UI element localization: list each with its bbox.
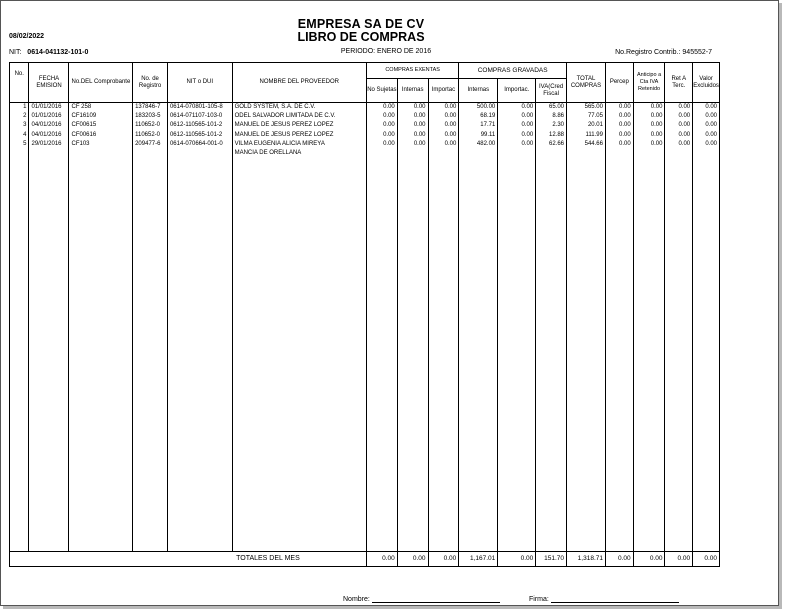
cell-nit: 0614-071107-103-0 — [167, 112, 232, 121]
cell-registro: 110652-0 — [133, 131, 168, 140]
total-ret: 0.00 — [665, 551, 693, 566]
cell-excluidos: 0.00 — [693, 112, 720, 121]
cell-gravadas-importac: 0.00 — [498, 131, 536, 140]
cell-comprobante: CF 258 — [69, 103, 133, 113]
cell-anticipo: 0.00 — [633, 103, 665, 113]
cell-excluidos: 0.00 — [693, 131, 720, 140]
total-anticipo: 0.00 — [633, 551, 665, 566]
header-gravadas-internas: Internas — [459, 79, 498, 103]
signature-name — [343, 595, 500, 603]
total-no-sujetas: 0.00 — [366, 551, 397, 566]
cell-comprobante: CF00615 — [69, 121, 133, 130]
total-exentas-importac: 0.00 — [428, 551, 459, 566]
cell-no: 1 — [10, 103, 29, 113]
cell-exentas-internas: 0.00 — [397, 112, 428, 121]
cell-percep: 0.00 — [605, 140, 633, 149]
cell-comprobante: CF103 — [69, 140, 133, 149]
cell-proveedor: MANUEL DE JESUS PEREZ LOPEZ — [232, 121, 366, 130]
cell-comprobante: CF16109 — [69, 112, 133, 121]
cell-no-sujetas: 0.00 — [366, 140, 397, 149]
cell-iva: 65.00 — [536, 103, 567, 113]
cell-gravadas-importac: 0.00 — [498, 121, 536, 130]
header-exentas-importac: Importac — [428, 79, 459, 103]
cell-nit: 0614-070664-001-0 — [167, 140, 232, 149]
cell-excluidos: 0.00 — [693, 140, 720, 149]
cell-no-sujetas: 0.00 — [366, 103, 397, 113]
total-percep: 0.00 — [605, 551, 633, 566]
table-row-continuation — [10, 149, 720, 158]
header-gravadas-importac: Importac. — [498, 79, 536, 103]
total-excluidos: 0.00 — [693, 551, 720, 566]
signature-firma — [529, 595, 679, 603]
nit-value: 0614-041132-101-0 — [27, 49, 89, 56]
cell-anticipo: 0.00 — [633, 131, 665, 140]
nombre-line — [372, 595, 500, 603]
cell-gravadas-importac: 0.00 — [498, 103, 536, 113]
cell-ret: 0.00 — [665, 103, 693, 113]
cell-fecha: 04/01/2016 — [29, 121, 69, 130]
cell-anticipo: 0.00 — [633, 121, 665, 130]
header-percep: Percep — [605, 63, 633, 103]
header-total: TOTAL COMPRAS — [567, 63, 606, 103]
header-comprobante: No.DEL Comprobante — [69, 63, 133, 103]
cell-gravadas-importac: 0.00 — [498, 140, 536, 149]
cell-percep: 0.00 — [605, 103, 633, 113]
cell-percep: 0.00 — [605, 121, 633, 130]
cell-ret: 0.00 — [665, 131, 693, 140]
cell-exentas-importac: 0.00 — [428, 112, 459, 121]
header-compras-exentas: COMPRAS EXENTAS — [366, 63, 458, 79]
cell-percep: 0.00 — [605, 131, 633, 140]
cell-gravadas-internas: 482.00 — [459, 140, 498, 149]
cell-total: 111.99 — [567, 131, 606, 140]
cell-nit: 0612-110565-101-2 — [167, 121, 232, 130]
cell-gravadas-importac: 0.00 — [498, 112, 536, 121]
firma-line — [551, 595, 679, 603]
cell-proveedor: GOLD SYSTEM, S.A. DE C.V. — [232, 103, 366, 113]
table-row — [10, 131, 720, 140]
total-gravadas-internas: 1,167.01 — [459, 551, 498, 566]
cell-gravadas-internas: 17.71 — [459, 121, 498, 130]
nit-label: NIT: — [9, 49, 22, 56]
cell-total: 77.05 — [567, 112, 606, 121]
table-row — [10, 112, 720, 121]
cell-iva: 12.88 — [536, 131, 567, 140]
total-compras: 1,318.71 — [567, 551, 606, 566]
cell-exentas-internas: 0.00 — [397, 140, 428, 149]
print-date: 08/02/2022 — [9, 33, 45, 40]
firma-label: Firma: — [529, 596, 549, 603]
purchases-table — [9, 62, 720, 567]
total-exentas-internas: 0.00 — [397, 551, 428, 566]
cell-ret: 0.00 — [665, 121, 693, 130]
cell-exentas-importac: 0.00 — [428, 103, 459, 113]
cell-proveedor: VILMA EUGENIA ALICIA MIREYA — [232, 140, 366, 149]
cell-no: 4 — [10, 131, 29, 140]
totals-label: TOTALES DEL MES — [232, 551, 366, 566]
cell-registro: 209477-6 — [133, 140, 168, 149]
cell-registro: 183203-5 — [133, 112, 168, 121]
cell-total: 565.00 — [567, 103, 606, 113]
cell-exentas-internas: 0.00 — [397, 131, 428, 140]
table-row — [10, 103, 720, 113]
cell-total: 544.66 — [567, 140, 606, 149]
cell-excluidos: 0.00 — [693, 121, 720, 130]
cell-proveedor-continued: MANCIA DE ORELLANA — [232, 149, 366, 158]
registry-number: No.Registro Contrib.: 945552-7 — [615, 49, 712, 56]
cell-no-sujetas: 0.00 — [366, 121, 397, 130]
cell-iva: 2.30 — [536, 121, 567, 130]
cell-fecha: 29/01/2016 — [29, 140, 69, 149]
cell-percep: 0.00 — [605, 112, 633, 121]
header-excluidos: Valor Excluidos — [693, 63, 720, 103]
cell-ret: 0.00 — [665, 112, 693, 121]
cell-exentas-importac: 0.00 — [428, 131, 459, 140]
cell-exentas-internas: 0.00 — [397, 121, 428, 130]
total-iva: 151.70 — [536, 551, 567, 566]
cell-anticipo: 0.00 — [633, 112, 665, 121]
cell-iva: 62.66 — [536, 140, 567, 149]
header-fecha: FECHA EMISION — [29, 63, 69, 103]
cell-nit: 0612-110565-101-2 — [167, 131, 232, 140]
cell-exentas-importac: 0.00 — [428, 121, 459, 130]
cell-no: 2 — [10, 112, 29, 121]
cell-nit: 0614-070801-105-8 — [167, 103, 232, 113]
cell-registro: 110652-0 — [133, 121, 168, 130]
totals-row — [10, 551, 720, 566]
header-iva: IVA(Cred Fiscal — [536, 79, 567, 103]
cell-no-sujetas: 0.00 — [366, 131, 397, 140]
header-anticipo: Anticipo a Cta IVA Retenido — [633, 63, 665, 103]
cell-gravadas-internas: 500.00 — [459, 103, 498, 113]
nombre-label: Nombre: — [343, 596, 370, 603]
cell-fecha: 01/01/2016 — [29, 112, 69, 121]
cell-no-sujetas: 0.00 — [366, 112, 397, 121]
cell-proveedor: ODEL SALVADOR LIMITADA DE C.V. — [232, 112, 366, 121]
period: PERIODO: ENERO DE 2016 — [340, 48, 432, 55]
total-gravadas-importac: 0.00 — [498, 551, 536, 566]
cell-comprobante: CF00616 — [69, 131, 133, 140]
header-nit: NIT o DUI — [167, 63, 232, 103]
cell-no: 5 — [10, 140, 29, 149]
header-no-sujetas: No Sujetas — [366, 79, 397, 103]
header-exentas-internas: Internas — [397, 79, 428, 103]
header-proveedor: NOMBRE DEL PROVEEDOR — [232, 63, 366, 103]
table-row — [10, 140, 720, 149]
cell-gravadas-internas: 68.19 — [459, 112, 498, 121]
header-ret: Ret A Terc. — [665, 63, 693, 103]
table-blank-area — [10, 158, 720, 551]
book-title: LIBRO DE COMPRAS — [297, 30, 425, 44]
cell-registro: 137846-7 — [133, 103, 168, 113]
header-compras-gravadas: COMPRAS GRAVADAS — [459, 63, 567, 79]
cell-exentas-importac: 0.00 — [428, 140, 459, 149]
cell-fecha: 01/01/2016 — [29, 103, 69, 113]
cell-gravadas-internas: 99.11 — [459, 131, 498, 140]
cell-no: 3 — [10, 121, 29, 130]
cell-excluidos: 0.00 — [693, 103, 720, 113]
cell-total: 20.01 — [567, 121, 606, 130]
cell-fecha: 04/01/2016 — [29, 131, 69, 140]
company-name: EMPRESA SA DE CV — [297, 17, 425, 31]
table-row — [10, 121, 720, 130]
cell-exentas-internas: 0.00 — [397, 103, 428, 113]
cell-iva: 8.86 — [536, 112, 567, 121]
header-registro: No. de Registro — [133, 63, 168, 103]
cell-ret: 0.00 — [665, 140, 693, 149]
cell-anticipo: 0.00 — [633, 140, 665, 149]
cell-proveedor: MANUEL DE JESUS PEREZ LOPEZ — [232, 131, 366, 140]
header-no: No. — [10, 63, 29, 103]
nit-line — [9, 49, 88, 56]
